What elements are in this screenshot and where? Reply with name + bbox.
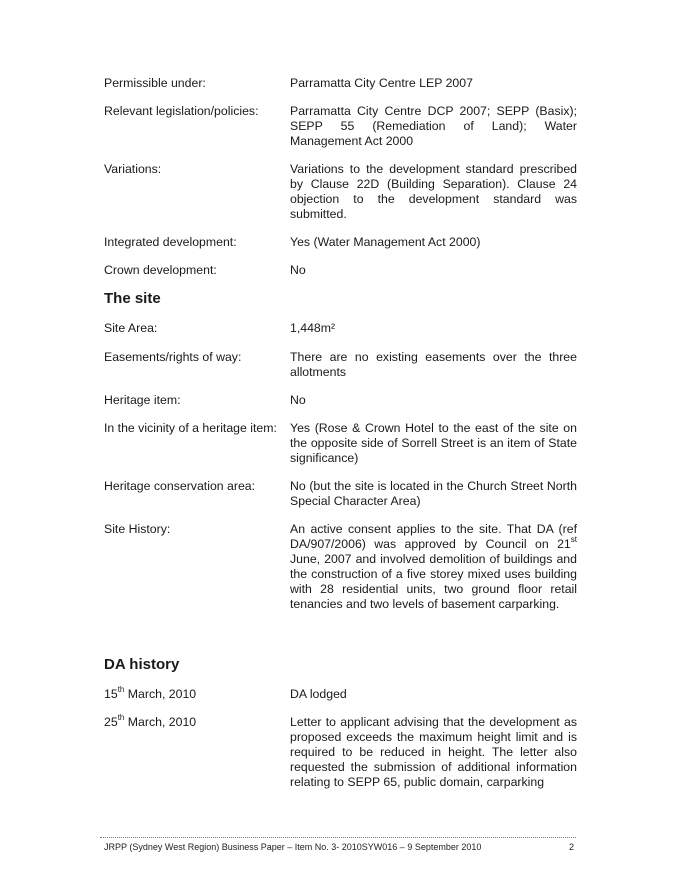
info-value: Yes (Water Management Act 2000) bbox=[290, 235, 481, 249]
info-value: Variations to the development standard prescribed by Clause 22D (Building Separation). Clause 24 objection to the development standard was submitted. bbox=[290, 162, 577, 221]
info-value: No bbox=[290, 263, 306, 277]
history-date: 15th March, 2010 bbox=[104, 684, 197, 701]
site-label: Heritage conservation area: bbox=[104, 479, 256, 493]
page-footer bbox=[104, 842, 574, 852]
site-label: Easements/rights of way: bbox=[104, 350, 242, 364]
info-label: Crown development: bbox=[104, 263, 217, 277]
site-history-text: An active consent applies to the site. That DA (ref DA/907/2006) was approved by Council on 21 bbox=[290, 522, 577, 551]
info-label: Integrated development: bbox=[104, 235, 237, 249]
section-heading-da-history: DA history bbox=[104, 656, 180, 673]
info-label: Relevant legislation/policies: bbox=[104, 104, 259, 118]
history-date: 25th March, 2010 bbox=[104, 712, 197, 729]
page-number: 2 bbox=[568, 842, 574, 852]
site-value bbox=[290, 522, 577, 612]
site-label: In the vicinity of a heritage item: bbox=[104, 421, 277, 435]
site-value: 1,448m² bbox=[290, 321, 336, 335]
footer-text: JRPP (Sydney West Region) Business Paper – Item No. 3- 2010SYW016 – 9 September 2010 bbox=[104, 842, 482, 852]
info-value: Parramatta City Centre LEP 2007 bbox=[290, 76, 473, 90]
site-value: No bbox=[290, 393, 306, 407]
site-label: Site Area: bbox=[104, 321, 158, 335]
info-label: Variations: bbox=[104, 162, 162, 176]
site-value: No (but the site is located in the Church Street North Special Character Area) bbox=[290, 479, 577, 508]
history-event: Letter to applicant advising that the development as proposed exceeds the maximum height limit and is required to be reduced in height. The letter also requested the submission of additional information relating to SEPP 65, public domain, carparking bbox=[290, 715, 577, 789]
info-label: Permissible under: bbox=[104, 76, 206, 90]
info-value: Parramatta City Centre DCP 2007; SEPP (Basix); SEPP 55 (Remediation of Land); Water Management Act 2000 bbox=[290, 104, 577, 148]
site-history-text-cont: June, 2007 and involved demolition of buildings and the construction of a five storey mixed uses building with 28 residential units, two ground floor retail tenancies and two levels of basement carparking. bbox=[290, 552, 577, 611]
footer-divider bbox=[100, 837, 576, 838]
site-label: Site History: bbox=[104, 522, 171, 536]
section-heading-site: The site bbox=[104, 290, 161, 307]
site-value: Yes (Rose & Crown Hotel to the east of the site on the opposite side of Sorrell Street is an item of State significance) bbox=[290, 421, 577, 465]
site-value: There are no existing easements over the three allotments bbox=[290, 350, 577, 379]
site-label: Heritage item: bbox=[104, 393, 181, 407]
history-event: DA lodged bbox=[290, 687, 347, 701]
ordinal-suffix: st bbox=[570, 534, 577, 544]
